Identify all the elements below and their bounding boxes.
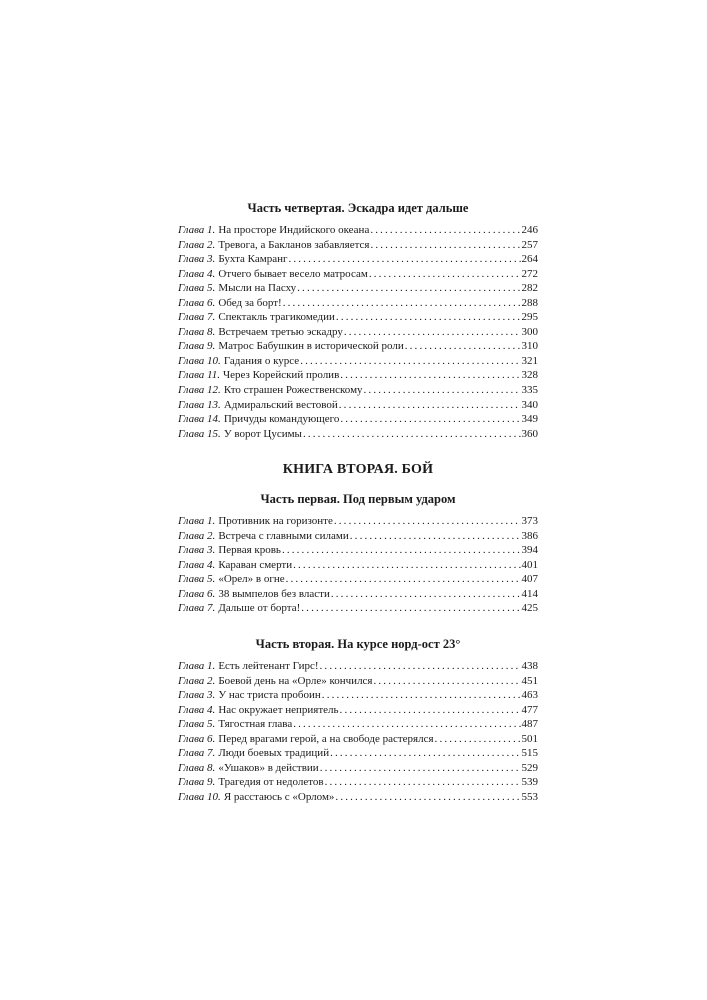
dot-leader — [350, 529, 521, 544]
page-number: 310 — [521, 340, 538, 353]
chapter-title: Через Корейский пролив — [223, 369, 340, 382]
toc-entry — [178, 761, 538, 776]
chapter-number: Глава 12. — [178, 384, 221, 397]
dot-leader — [369, 267, 521, 282]
chapter-number: Глава 5. — [178, 573, 216, 586]
page-number: 386 — [521, 529, 538, 542]
table-of-contents — [178, 200, 538, 805]
dot-leader — [335, 790, 520, 805]
toc-entry — [178, 412, 538, 427]
dot-leader — [344, 325, 521, 340]
toc-entry — [178, 383, 538, 398]
book2-part1-section — [178, 491, 538, 616]
chapter-number: Глава 15. — [178, 427, 221, 440]
dot-leader — [283, 296, 521, 311]
toc-entry — [178, 514, 538, 529]
page-number: 529 — [521, 761, 538, 774]
chapter-number: Глава 10. — [178, 790, 221, 803]
dot-leader — [286, 572, 521, 587]
toc-entry — [178, 339, 538, 354]
chapter-number: Глава 1. — [178, 515, 216, 528]
chapter-title: Встреча с главными силами — [218, 529, 349, 542]
toc-entry — [178, 587, 538, 602]
page-number: 501 — [521, 732, 538, 745]
page-number: 272 — [521, 267, 538, 280]
chapter-list — [178, 223, 538, 441]
toc-entry — [178, 223, 538, 238]
toc-entry — [178, 543, 538, 558]
toc-entry — [178, 427, 538, 442]
toc-entry — [178, 659, 538, 674]
chapter-title: Я расстаюсь с «Орлом» — [223, 790, 335, 803]
page-number: 401 — [521, 558, 538, 571]
dot-leader — [320, 659, 521, 674]
dot-leader — [300, 354, 520, 369]
dot-leader — [293, 717, 520, 732]
toc-entry — [178, 746, 538, 761]
toc-entry — [178, 601, 538, 616]
page-number: 246 — [521, 224, 538, 236]
chapter-number: Глава 3. — [178, 544, 216, 557]
chapter-number: Глава 4. — [178, 267, 216, 280]
chapter-number: Глава 10. — [178, 354, 221, 367]
page-number: 515 — [521, 747, 538, 760]
chapter-list — [178, 659, 538, 804]
toc-entry — [178, 398, 538, 413]
dot-leader — [336, 310, 521, 325]
dot-leader — [339, 398, 521, 413]
chapter-list — [178, 514, 538, 616]
chapter-title: Противник на горизонте — [218, 515, 333, 528]
chapter-title: Отчего бывает весело матросам — [218, 267, 368, 280]
chapter-title: Мысли на Пасху — [218, 282, 297, 295]
page-number: 407 — [521, 573, 538, 586]
page-number: 288 — [521, 296, 538, 309]
chapter-title: Матрос Бабушкин в исторической роли — [218, 340, 404, 353]
dot-leader — [303, 427, 521, 442]
chapter-number: Глава 1. — [178, 660, 216, 673]
chapter-title: Перед врагами герой, а на свободе растерялся — [218, 732, 434, 745]
dot-leader — [320, 761, 521, 776]
chapter-title: На просторе Индийского океана — [218, 224, 370, 236]
chapter-title: Люди боевых традиций — [218, 747, 330, 760]
chapter-title: Встречаем третью эскадру — [218, 325, 343, 338]
page-number: 335 — [521, 384, 538, 397]
chapter-title: Караван смерти — [218, 558, 293, 571]
dot-leader — [340, 412, 520, 427]
toc-entry — [178, 529, 538, 544]
toc-entry — [178, 732, 538, 747]
chapter-title: Спектакль трагикомедии — [218, 311, 335, 324]
chapter-number: Глава 4. — [178, 558, 216, 571]
dot-leader — [370, 238, 520, 253]
chapter-title: Дальше от борта! — [218, 602, 301, 615]
chapter-number: Глава 3. — [178, 253, 216, 266]
chapter-number: Глава 2. — [178, 529, 216, 542]
page-number: 340 — [521, 398, 538, 411]
dot-leader — [435, 732, 521, 747]
page-number: 414 — [521, 587, 538, 600]
dot-leader — [322, 688, 521, 703]
chapter-number: Глава 7. — [178, 747, 216, 760]
toc-entry — [178, 674, 538, 689]
page-number: 553 — [521, 790, 538, 803]
page-number: 451 — [521, 674, 538, 687]
chapter-number: Глава 9. — [178, 340, 216, 353]
page-number: 349 — [521, 413, 538, 426]
toc-entry — [178, 790, 538, 805]
page-number: 257 — [521, 238, 538, 251]
page-number: 282 — [521, 282, 538, 295]
dot-leader — [288, 252, 520, 267]
toc-entry — [178, 775, 538, 790]
dot-leader — [301, 601, 520, 616]
toc-entry — [178, 558, 538, 573]
dot-leader — [340, 703, 521, 718]
chapter-title: Кто страшен Рожественскому — [223, 384, 363, 397]
chapter-title: Бухта Камранг — [218, 253, 288, 266]
chapter-number: Глава 14. — [178, 413, 221, 426]
chapter-title: Тягостная глава — [218, 718, 293, 731]
toc-entry — [178, 310, 538, 325]
chapter-number: Глава 6. — [178, 296, 216, 309]
page-number: 487 — [521, 718, 538, 731]
page-number: 295 — [521, 311, 538, 324]
chapter-number: Глава 8. — [178, 761, 216, 774]
book2-part2-section — [178, 636, 538, 804]
toc-entry — [178, 325, 538, 340]
toc-entry — [178, 354, 538, 369]
chapter-number: Глава 7. — [178, 602, 216, 615]
toc-entry — [178, 281, 538, 296]
part-heading: Часть первая. Под первым ударом — [260, 492, 456, 507]
page-number: 360 — [521, 427, 538, 440]
page-number: 373 — [521, 515, 538, 528]
toc-entry — [178, 252, 538, 267]
page-number: 539 — [521, 776, 538, 789]
chapter-title: «Ушаков» в действии — [218, 761, 319, 774]
chapter-number: Глава 6. — [178, 732, 216, 745]
page-number: 477 — [521, 703, 538, 716]
chapter-title: «Орел» в огне — [218, 573, 285, 586]
chapter-title: Тревога, а Бакланов забавляется — [218, 238, 370, 251]
toc-entry — [178, 238, 538, 253]
chapter-title: Обед за борт! — [218, 296, 282, 309]
part4-section — [178, 200, 538, 441]
chapter-number: Глава 8. — [178, 325, 216, 338]
toc-entry — [178, 368, 538, 383]
toc-entry — [178, 717, 538, 732]
part-heading: Часть вторая. На курсе норд-ост 23° — [255, 637, 461, 652]
dot-leader — [282, 543, 521, 558]
chapter-number: Глава 9. — [178, 776, 216, 789]
toc-entry — [178, 688, 538, 703]
dot-leader — [293, 558, 520, 573]
chapter-title: Гадания о курсе — [223, 354, 300, 367]
chapter-number: Глава 7. — [178, 311, 216, 324]
book-heading: КНИГА ВТОРАЯ. БОЙ — [282, 462, 434, 478]
chapter-number: Глава 6. — [178, 587, 216, 600]
dot-leader — [334, 514, 521, 529]
chapter-number: Глава 4. — [178, 703, 216, 716]
dot-leader — [374, 674, 521, 689]
toc-entry — [178, 267, 538, 282]
toc-entry — [178, 572, 538, 587]
chapter-title: 38 вымпелов без власти — [218, 587, 330, 600]
page-number: 264 — [521, 253, 538, 266]
chapter-title: Трагедия от недолетов — [218, 776, 324, 789]
dot-leader — [325, 775, 521, 790]
dot-leader — [330, 746, 520, 761]
chapter-title: Причуды командующего — [223, 413, 340, 426]
chapter-title: Есть лейтенант Гирс! — [218, 660, 319, 673]
toc-entry — [178, 703, 538, 718]
chapter-number: Глава 2. — [178, 674, 216, 687]
page-number: 438 — [521, 660, 538, 673]
page-number: 463 — [521, 689, 538, 702]
chapter-number: Глава 3. — [178, 689, 216, 702]
dot-leader — [340, 368, 520, 383]
chapter-number: Глава 5. — [178, 282, 216, 295]
chapter-number: Глава 5. — [178, 718, 216, 731]
page-number: 425 — [521, 602, 538, 615]
dot-leader — [364, 383, 521, 398]
chapter-title: У ворот Цусимы — [223, 427, 302, 440]
chapter-title: У нас триста пробоин — [218, 689, 321, 702]
part-heading: Часть четвертая. Эскадра идет дальше — [247, 201, 469, 215]
page-number: 321 — [521, 354, 538, 367]
chapter-number: Глава 11. — [178, 369, 220, 382]
page-number: 328 — [521, 369, 538, 382]
dot-leader — [370, 223, 520, 238]
chapter-number: Глава 1. — [178, 224, 216, 236]
chapter-title: Адмиральский вестовой — [223, 398, 338, 411]
page-number: 394 — [521, 544, 538, 557]
chapter-title: Нас окружает неприятель — [218, 703, 339, 716]
dot-leader — [331, 587, 521, 602]
page-number: 300 — [521, 325, 538, 338]
chapter-title: Боевой день на «Орле» кончился — [218, 674, 373, 687]
dot-leader — [405, 339, 521, 354]
chapter-number: Глава 13. — [178, 398, 221, 411]
dot-leader — [297, 281, 520, 296]
chapter-number: Глава 2. — [178, 238, 216, 251]
chapter-title: Первая кровь — [218, 544, 281, 557]
toc-entry — [178, 296, 538, 311]
